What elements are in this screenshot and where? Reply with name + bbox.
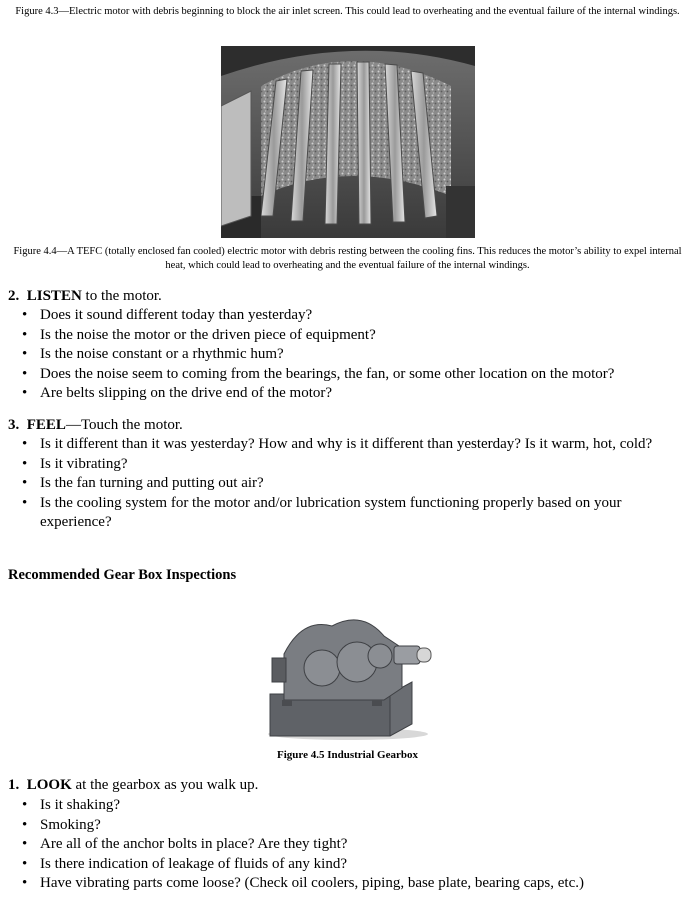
- listen-keyword: LISTEN: [26, 288, 82, 304]
- list-item: • Smoking?: [22, 816, 689, 836]
- look-heading-rest: at the gearbox as you walk up.: [71, 777, 259, 793]
- list-item: • Is the noise constant or a rhythmic hum?: [22, 345, 689, 365]
- feel-checklist: [22, 435, 689, 533]
- gearbox-section-heading: Recommended Gear Box Inspections: [8, 567, 237, 583]
- list-item: • Is there indication of leakage of fluids of any kind?: [22, 855, 689, 875]
- list-item: • Have vibrating parts come loose? (Check oil coolers, piping, base plate, bearing caps, etc.): [22, 874, 689, 894]
- motor-debris-illustration: [221, 46, 475, 238]
- gearbox-illustration: [262, 596, 434, 742]
- look-keyword: LOOK: [26, 777, 72, 793]
- listen-checklist: [22, 306, 689, 404]
- listen-heading-rest: to the motor.: [81, 288, 162, 304]
- feel-section-heading: [8, 416, 183, 435]
- feel-heading-rest: —Touch the motor.: [65, 417, 183, 433]
- feel-number: 3.: [8, 417, 20, 433]
- list-item: • Does the noise seem to coming from the bearings, the fan, or some other location on the motor?: [22, 365, 689, 385]
- motor-debris-photo: [221, 46, 475, 238]
- look-number: 1.: [8, 777, 20, 793]
- list-item: • Is it different than it was yesterday? How and why is it different than yesterday? Is it warm, hot, cold?: [22, 435, 689, 455]
- listen-number: 2.: [8, 288, 20, 304]
- figure-4-4-caption: Figure 4.4—A TEFC (totally enclosed fan cooled) electric motor with debris resting between the cooling fins. This reduces the motor’s ability to expel internal heat, which could lead to overheating and the eventual failure of the internal windings.: [13, 246, 682, 271]
- figure-4-3-caption: Figure 4.3—Electric motor with debris beginning to block the air inlet screen. This could lead to overheating and the eventual failure of the internal windings.: [15, 6, 680, 17]
- list-item: • Are belts slipping on the drive end of the motor?: [22, 384, 689, 404]
- list-item: • Is it vibrating?: [22, 455, 689, 475]
- gearbox-photo: [262, 596, 434, 742]
- list-item: • Is the cooling system for the motor and/or lubrication system functioning properly based on your experience?: [22, 494, 689, 533]
- list-item: • Does it sound different today than yesterday?: [22, 306, 689, 326]
- look-checklist: [22, 796, 689, 894]
- list-item: • Is the fan turning and putting out air?: [22, 474, 689, 494]
- figure-4-5-caption: Figure 4.5 Industrial Gearbox: [277, 749, 418, 761]
- feel-keyword: FEEL: [26, 417, 66, 433]
- list-item: • Are all of the anchor bolts in place? Are they tight?: [22, 835, 689, 855]
- list-item: • Is the noise the motor or the driven piece of equipment?: [22, 326, 689, 346]
- look-section-heading: [8, 776, 258, 795]
- list-item: • Is it shaking?: [22, 796, 689, 816]
- listen-section-heading: [8, 287, 162, 306]
